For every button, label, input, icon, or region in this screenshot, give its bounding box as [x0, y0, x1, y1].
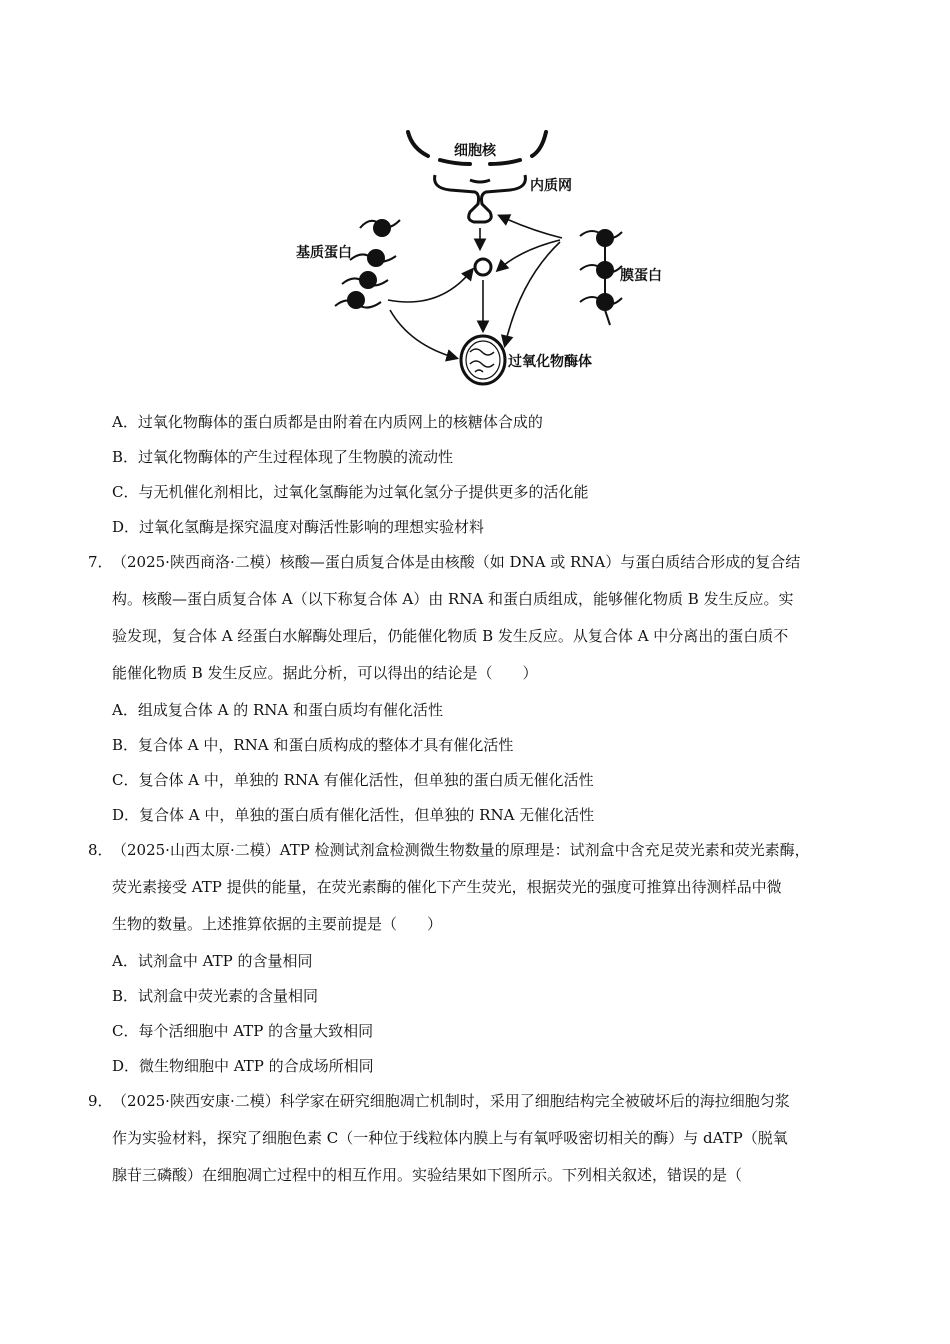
q6-option-d: D．过氧化氢酶是探究温度对酶活性影响的理想实验材料: [112, 518, 485, 536]
q6-option-a: A．过氧化物酶体的蛋白质都是由附着在内质网上的核糖体合成的: [112, 413, 543, 431]
q9-stem-line-1: （2025·陕西安康·二模）科学家在研究细胞凋亡机制时，采用了细胞结构完全被破坏后的海拉细胞匀浆: [112, 1092, 790, 1110]
q7-option-b: B．复合体 A 中，RNA 和蛋白质构成的整体才具有催化活性: [112, 736, 514, 754]
peroxisome-diagram-svg: [280, 120, 680, 395]
q7-number: 7．: [88, 553, 113, 571]
q7-option-c: C．复合体 A 中，单独的 RNA 有催化活性，但单独的蛋白质无催化活性: [112, 771, 594, 789]
membrane-protein-shapes: [580, 230, 622, 325]
label-nucleus: 细胞核: [454, 143, 496, 159]
q7-stem-line-2: 构。核酸—蛋白质复合体 A（以下称复合体 A）由 RNA 和蛋白质组成，能够催化物质 B 发生反应。实: [112, 590, 794, 608]
q8-option-a: A．试剂盒中 ATP 的含量相同: [112, 952, 313, 970]
q9-stem-line-3: 腺苷三磷酸）在细胞凋亡过程中的相互作用。实验结果如下图所示。下列相关叙述，错误的是（: [112, 1166, 743, 1184]
matrix-protein-shapes: [335, 220, 400, 308]
peroxisome-organelle: [461, 336, 505, 384]
label-membrane-protein: 膜蛋白: [620, 268, 662, 284]
q7-option-d: D．复合体 A 中，单独的蛋白质有催化活性，但单独的 RNA 无催化活性: [112, 806, 595, 824]
q8-stem-line-3: 生物的数量。上述推算依据的主要前提是（ ）: [112, 915, 443, 933]
q8-stem-line-2: 荧光素接受 ATP 提供的能量，在荧光素酶的催化下产生荧光，根据荧光的强度可推算出待测样品中微: [112, 878, 782, 896]
peroxisome-diagram: [280, 120, 680, 395]
vesicle: [475, 259, 491, 275]
q8-number: 8．: [88, 841, 113, 859]
q7-stem-line-4: 能催化物质 B 发生反应。据此分析，可以得出的结论是（ ）: [112, 664, 538, 682]
label-peroxisome: 过氧化物酶体: [508, 354, 592, 370]
label-er: 内质网: [530, 178, 572, 194]
q8-stem-line-1: （2025·山西太原·二模）ATP 检测试剂盒检测微生物数量的原理是：试剂盒中含充足荧光素和荧光素酶，: [112, 841, 810, 859]
q6-option-b: B．过氧化物酶体的产生过程体现了生物膜的流动性: [112, 448, 454, 466]
q8-option-c: C．每个活细胞中 ATP 的含量大致相同: [112, 1022, 374, 1040]
q6-option-c: C．与无机催化剂相比，过氧化氢酶能为过氧化氢分子提供更多的活化能: [112, 483, 589, 501]
q8-option-d: D．微生物细胞中 ATP 的合成场所相同: [112, 1057, 374, 1075]
label-matrix-protein: 基质蛋白: [296, 245, 352, 261]
q7-stem-line-1: （2025·陕西商洛·二模）核酸—蛋白质复合体是由核酸（如 DNA 或 RNA）与蛋白质结合形成的复合结: [112, 553, 801, 571]
q7-stem-line-3: 验发现，复合体 A 经蛋白水解酶处理后，仍能催化物质 B 发生反应。从复合体 A 中分离出的蛋白质不: [112, 627, 789, 645]
q7-option-a: A．组成复合体 A 的 RNA 和蛋白质均有催化活性: [112, 701, 443, 719]
q9-number: 9．: [88, 1092, 113, 1110]
q9-stem-line-2: 作为实验材料，探究了细胞色素 C（一种位于线粒体内膜上与有氧呼吸密切相关的酶）与 dATP（脱氧: [112, 1129, 788, 1147]
q8-option-b: B．试剂盒中荧光素的含量相同: [112, 987, 319, 1005]
